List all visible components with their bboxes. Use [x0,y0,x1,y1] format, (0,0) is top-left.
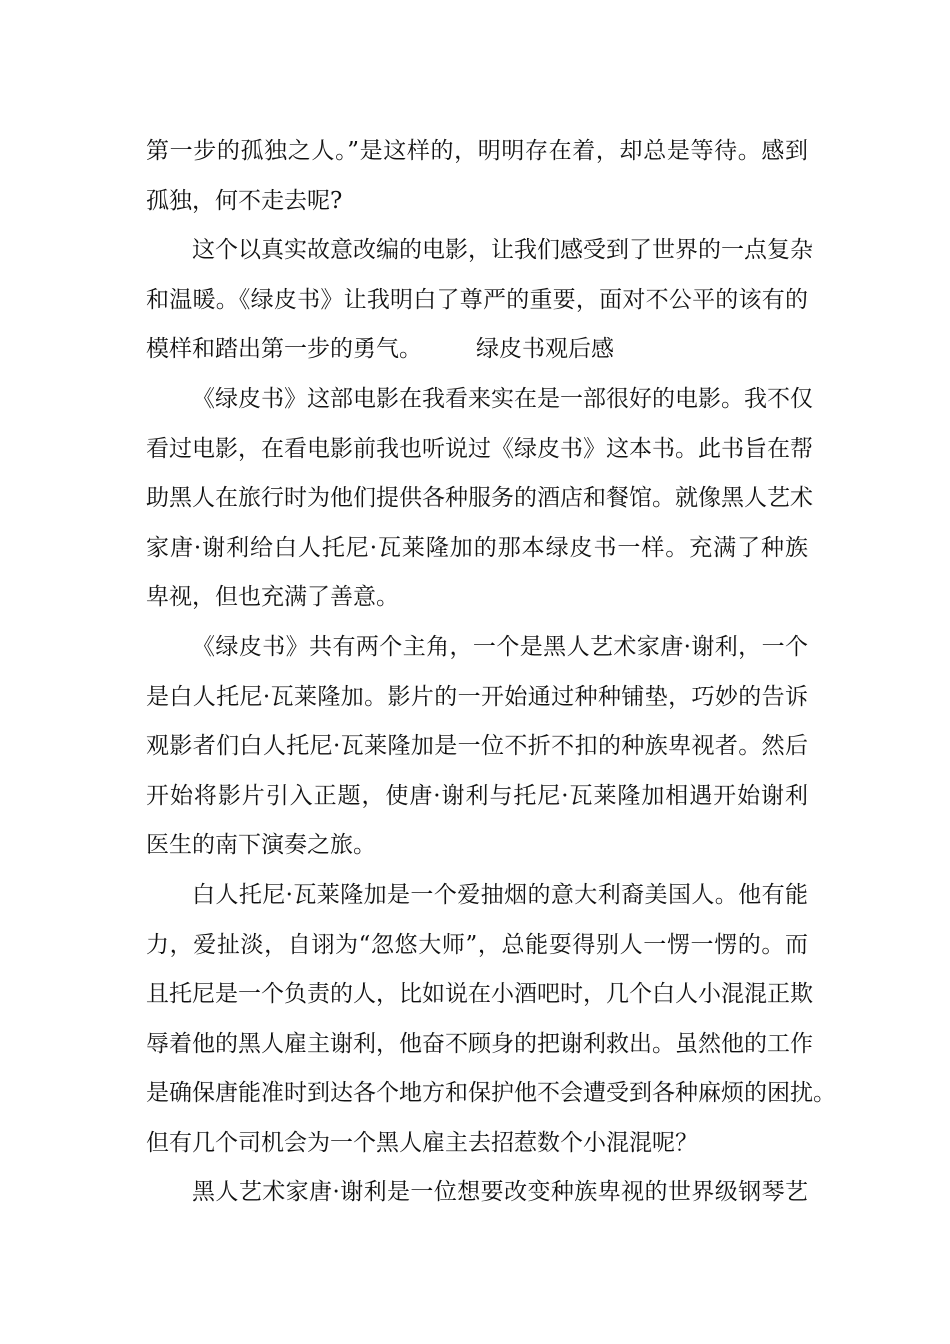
paragraph-first-line: 《绿皮书》共有两个主角，一个是黑人艺术家唐·谢利，一个 [192,633,808,660]
text-line: 是确保唐能准时到达各个地方和保护他不会遭受到各种麻烦的困扰。 [146,1080,836,1107]
paragraph-first-line: 这个以真实故意改编的电影，让我们感受到了世界的一点复杂 [192,237,813,264]
text-line: 力，爱扯淡，自诩为“忽悠大师”，总能耍得别人一愣一愣的。而 [146,931,808,958]
text-line: 和温暖。《绿皮书》让我明白了尊严的重要，面对不公平的该有的 [146,286,808,313]
text-line: 且托尼是一个负责的人，比如说在小酒吧时，几个白人小混混正欺 [146,981,813,1008]
text-line: 开始将影片引入正题，使唐·谢利与托尼·瓦莱隆加相遇开始谢利 [146,782,808,809]
text-line: 辱着他的黑人雇主谢利，他奋不顾身的把谢利救出。虽然他的工作 [146,1030,813,1057]
section-title: 绿皮书观后感 [476,336,614,363]
paragraph-first-line: 《绿皮书》这部电影在我看来实在是一部很好的电影。我不仅 [192,385,813,412]
paragraph-first-line: 白人托尼·瓦莱隆加是一个爱抽烟的意大利裔美国人。他有能 [192,881,808,908]
text-line: 孤独，何不走去呢? [146,187,343,214]
text-line: 助黑人在旅行时为他们提供各种服务的酒店和餐馆。就像黑人艺术 [146,485,813,512]
text-line: 医生的南下演奏之旅。 [146,832,376,859]
text-line: 卑视，但也充满了善意。 [146,584,399,611]
text-line: 家唐·谢利给白人托尼·瓦莱隆加的那本绿皮书一样。充满了种族 [146,534,808,561]
text-line: 观影者们白人托尼·瓦莱隆加是一位不折不扣的种族卑视者。然后 [146,733,808,760]
text-line [146,325,808,375]
text-line: 看过电影，在看电影前我也听说过《绿皮书》这本书。此书旨在帮 [146,435,813,462]
text-line: 第一步的孤独之人。”是这样的，明明存在着，却总是等待。感到 [146,138,808,164]
paragraph-first-line: 黑人艺术家唐·谢利是一位想要改变种族卑视的世界级钢琴艺 [192,1179,808,1206]
text-line: 是白人托尼·瓦莱隆加。影片的一开始通过种种铺垫，巧妙的告诉 [146,683,808,710]
text-line: 但有几个司机会为一个黑人雇主去招惹数个小混混呢？ [146,1129,698,1156]
document-body [146,127,836,1218]
text-fragment: 模样和踏出第一步的勇气。 [146,336,422,363]
